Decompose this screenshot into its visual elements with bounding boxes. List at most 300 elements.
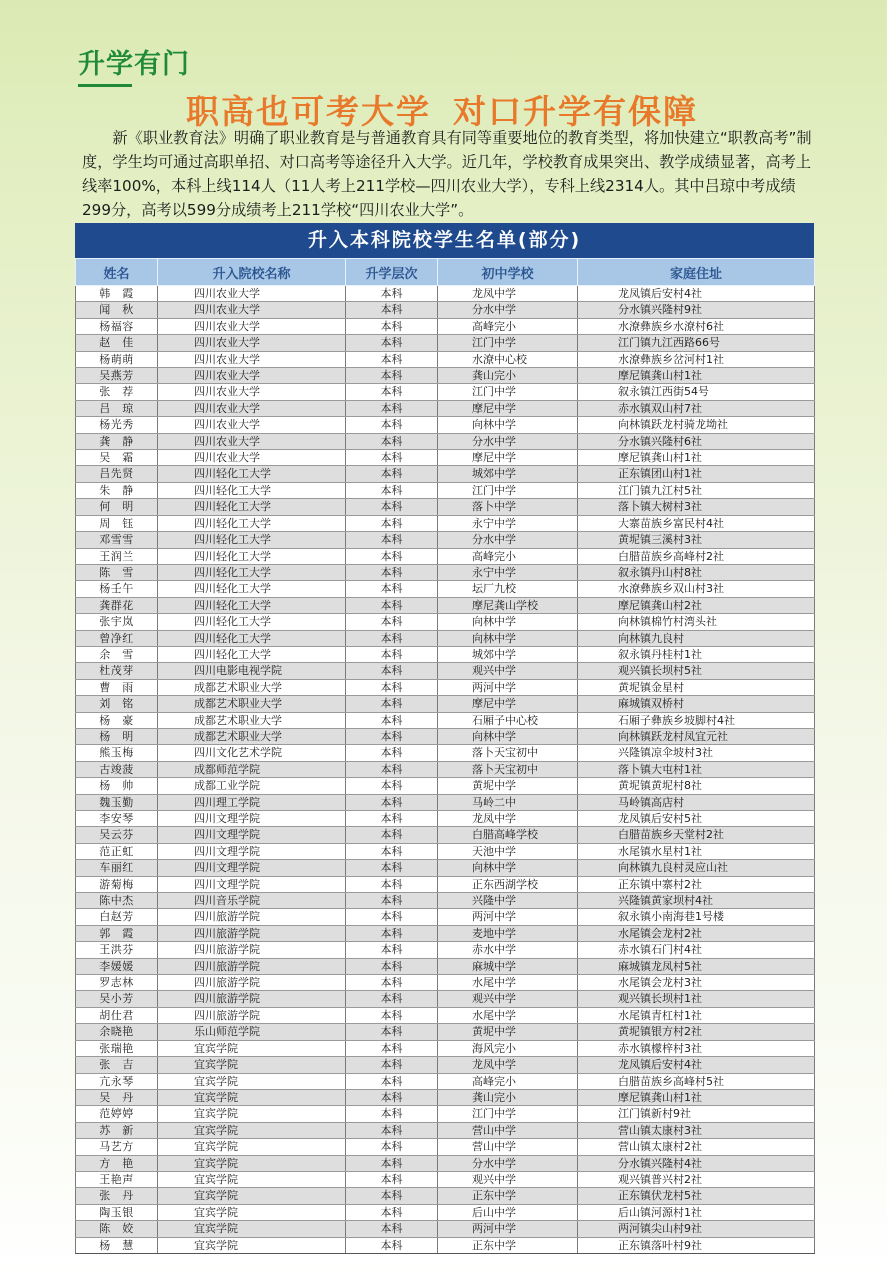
university-name-cell: 四川轻化工大学	[158, 482, 346, 498]
university-name-cell: 四川轻化工大学	[158, 581, 346, 597]
home-address-cell: 后山镇河源村1社	[578, 1204, 815, 1220]
home-address-cell: 黄坭镇银方村2社	[578, 1024, 815, 1040]
home-address-cell: 分水镇兴隆村6社	[578, 433, 815, 449]
middle-school-cell: 向林中学	[438, 860, 578, 876]
middle-school-cell: 江门中学	[438, 1106, 578, 1122]
table-row	[76, 1171, 815, 1187]
home-address-cell: 叙永镇江西街54号	[578, 384, 815, 400]
admission-level-cell: 本科	[346, 860, 438, 876]
table-row	[76, 909, 815, 925]
student-name-cell: 余 雪	[76, 646, 158, 662]
table-row	[76, 564, 815, 580]
table-row	[76, 1188, 815, 1204]
middle-school-cell: 营山中学	[438, 1122, 578, 1138]
middle-school-cell: 向林中学	[438, 614, 578, 630]
admission-level-cell: 本科	[346, 712, 438, 728]
middle-school-cell: 城郊中学	[438, 466, 578, 482]
home-address-cell: 麻城镇龙凤村5社	[578, 958, 815, 974]
university-name-cell: 成都艺术职业大学	[158, 696, 346, 712]
student-name-cell: 古竣菠	[76, 761, 158, 777]
table-row	[76, 532, 815, 548]
table-row	[76, 778, 815, 794]
university-name-cell: 四川轻化工大学	[158, 532, 346, 548]
table-row	[76, 1106, 815, 1122]
university-name-cell: 成都工业学院	[158, 778, 346, 794]
middle-school-cell: 观兴中学	[438, 1171, 578, 1187]
university-name-cell: 四川文理学院	[158, 827, 346, 843]
student-name-cell: 白赵芳	[76, 909, 158, 925]
table-row	[76, 417, 815, 433]
university-name-cell: 宜宾学院	[158, 1122, 346, 1138]
home-address-cell: 龙凤镇后安村4社	[578, 286, 815, 302]
university-name-cell: 四川农业大学	[158, 400, 346, 416]
admission-level-cell: 本科	[346, 827, 438, 843]
student-name-cell: 何 明	[76, 499, 158, 515]
admission-level-cell: 本科	[346, 1204, 438, 1220]
table-row	[76, 876, 815, 892]
table-title: 升入本科院校学生名单(部分)	[75, 223, 814, 258]
table-row	[76, 1024, 815, 1040]
home-address-cell: 水尾镇会龙村2社	[578, 925, 815, 941]
university-name-cell: 四川旅游学院	[158, 975, 346, 991]
table-row	[76, 1089, 815, 1105]
student-name-cell: 熊玉梅	[76, 745, 158, 761]
table-row	[76, 351, 815, 367]
admission-level-cell: 本科	[346, 597, 438, 613]
admission-level-cell: 本科	[346, 663, 438, 679]
admission-level-cell: 本科	[346, 1155, 438, 1171]
university-name-cell: 四川文化艺术学院	[158, 745, 346, 761]
university-name-cell: 四川农业大学	[158, 335, 346, 351]
middle-school-cell: 向林中学	[438, 417, 578, 433]
middle-school-cell: 高峰完小	[438, 548, 578, 564]
table-row	[76, 811, 815, 827]
student-name-cell: 杜茂芽	[76, 663, 158, 679]
university-name-cell: 四川文理学院	[158, 860, 346, 876]
table-row	[76, 630, 815, 646]
student-name-cell: 陈 雪	[76, 564, 158, 580]
student-name-cell: 范正虹	[76, 843, 158, 859]
column-header-name: 姓名	[76, 259, 158, 286]
home-address-cell: 黄坭镇三溪村3社	[578, 532, 815, 548]
column-header-university: 升入院校名称	[158, 259, 346, 286]
student-name-cell: 赵 佳	[76, 335, 158, 351]
middle-school-cell: 江门中学	[438, 482, 578, 498]
middle-school-cell: 分水中学	[438, 532, 578, 548]
student-name-cell: 马艺方	[76, 1139, 158, 1155]
university-name-cell: 四川农业大学	[158, 384, 346, 400]
student-name-cell: 王艳声	[76, 1171, 158, 1187]
home-address-cell: 营山镇太康村3社	[578, 1122, 815, 1138]
middle-school-cell: 天池中学	[438, 843, 578, 859]
university-name-cell: 四川轻化工大学	[158, 548, 346, 564]
table-row	[76, 499, 815, 515]
admission-level-cell: 本科	[346, 925, 438, 941]
student-name-cell: 韩 霞	[76, 286, 158, 302]
university-name-cell: 成都师范学院	[158, 761, 346, 777]
admission-level-cell: 本科	[346, 548, 438, 564]
student-name-cell: 苏 新	[76, 1122, 158, 1138]
admission-level-cell: 本科	[346, 745, 438, 761]
middle-school-cell: 永宁中学	[438, 515, 578, 531]
table-row	[76, 1237, 815, 1253]
home-address-cell: 两河镇尖山村9社	[578, 1221, 815, 1237]
middle-school-cell: 江门中学	[438, 335, 578, 351]
university-name-cell: 四川旅游学院	[158, 925, 346, 941]
admission-list-table	[75, 223, 814, 1254]
university-name-cell: 四川轻化工大学	[158, 515, 346, 531]
student-name-cell: 游菊梅	[76, 876, 158, 892]
university-name-cell: 四川轻化工大学	[158, 614, 346, 630]
admission-level-cell: 本科	[346, 482, 438, 498]
admission-level-cell: 本科	[346, 581, 438, 597]
middle-school-cell: 摩尼中学	[438, 400, 578, 416]
admission-level-cell: 本科	[346, 876, 438, 892]
middle-school-cell: 兴隆中学	[438, 893, 578, 909]
university-name-cell: 成都艺术职业大学	[158, 712, 346, 728]
table-row	[76, 696, 815, 712]
middle-school-cell: 后山中学	[438, 1204, 578, 1220]
middle-school-cell: 向林中学	[438, 630, 578, 646]
student-name-cell: 周 钰	[76, 515, 158, 531]
university-name-cell: 四川农业大学	[158, 351, 346, 367]
student-name-cell: 曾净红	[76, 630, 158, 646]
table-row	[76, 843, 815, 859]
admission-level-cell: 本科	[346, 843, 438, 859]
middle-school-cell: 摩尼中学	[438, 450, 578, 466]
table-row	[76, 368, 815, 384]
home-address-cell: 水尾镇会龙村3社	[578, 975, 815, 991]
student-name-cell: 吴 丹	[76, 1089, 158, 1105]
admission-level-cell: 本科	[346, 975, 438, 991]
table-row	[76, 384, 815, 400]
admission-level-cell: 本科	[346, 1122, 438, 1138]
admission-level-cell: 本科	[346, 1040, 438, 1056]
student-name-cell: 杨 帅	[76, 778, 158, 794]
home-address-cell: 分水镇兴隆村9社	[578, 302, 815, 318]
student-name-cell: 张瑞艳	[76, 1040, 158, 1056]
middle-school-cell: 高峰完小	[438, 1073, 578, 1089]
table-row	[76, 400, 815, 416]
table-row	[76, 1007, 815, 1023]
student-name-cell: 杨光秀	[76, 417, 158, 433]
university-name-cell: 四川旅游学院	[158, 909, 346, 925]
table-row	[76, 1204, 815, 1220]
student-name-cell: 亢永琴	[76, 1073, 158, 1089]
home-address-cell: 摩尼镇龚山村1社	[578, 1089, 815, 1105]
table-row	[76, 745, 815, 761]
middle-school-cell: 观兴中学	[438, 991, 578, 1007]
student-name-cell: 龚群花	[76, 597, 158, 613]
university-name-cell: 四川文理学院	[158, 843, 346, 859]
student-name-cell: 邓雪雪	[76, 532, 158, 548]
home-address-cell: 赤水镇石门村4社	[578, 942, 815, 958]
home-address-cell: 大寨苗族乡富民村4社	[578, 515, 815, 531]
table-body	[76, 286, 815, 1254]
middle-school-cell: 城郊中学	[438, 646, 578, 662]
middle-school-cell: 黄坭中学	[438, 778, 578, 794]
column-header-middle-school: 初中学校	[438, 259, 578, 286]
admission-level-cell: 本科	[346, 351, 438, 367]
table-row	[76, 302, 815, 318]
table-row	[76, 1155, 815, 1171]
middle-school-cell: 龙凤中学	[438, 1057, 578, 1073]
university-name-cell: 四川电影电视学院	[158, 663, 346, 679]
admission-level-cell: 本科	[346, 942, 438, 958]
home-address-cell: 分水镇兴隆村4社	[578, 1155, 815, 1171]
student-name-cell: 吴燕芳	[76, 368, 158, 384]
home-address-cell: 向林镇棉竹村湾头社	[578, 614, 815, 630]
admission-level-cell: 本科	[346, 564, 438, 580]
middle-school-cell: 观兴中学	[438, 663, 578, 679]
table-row	[76, 581, 815, 597]
home-address-cell: 观兴镇长坝村5社	[578, 663, 815, 679]
admission-level-cell: 本科	[346, 335, 438, 351]
university-name-cell: 四川农业大学	[158, 417, 346, 433]
middle-school-cell: 麻城中学	[438, 958, 578, 974]
middle-school-cell: 摩尼龚山学校	[438, 597, 578, 613]
student-name-cell: 张 吉	[76, 1057, 158, 1073]
home-address-cell: 营山镇太康村2社	[578, 1139, 815, 1155]
home-address-cell: 水潦彝族乡水潦村6社	[578, 318, 815, 334]
table-row	[76, 893, 815, 909]
student-name-cell: 张宇岚	[76, 614, 158, 630]
home-address-cell: 向林镇九良村	[578, 630, 815, 646]
university-name-cell: 四川旅游学院	[158, 958, 346, 974]
table-row	[76, 286, 815, 302]
university-name-cell: 四川农业大学	[158, 433, 346, 449]
university-name-cell: 宜宾学院	[158, 1204, 346, 1220]
middle-school-cell: 龚山完小	[438, 1089, 578, 1105]
student-name-cell: 陈中杰	[76, 893, 158, 909]
table-row	[76, 614, 815, 630]
student-name-cell: 龚 静	[76, 433, 158, 449]
admission-level-cell: 本科	[346, 679, 438, 695]
admission-level-cell: 本科	[346, 761, 438, 777]
university-name-cell: 四川文理学院	[158, 876, 346, 892]
middle-school-cell: 坛厂九校	[438, 581, 578, 597]
middle-school-cell: 水尾中学	[438, 1007, 578, 1023]
middle-school-cell: 分水中学	[438, 1155, 578, 1171]
middle-school-cell: 两河中学	[438, 1221, 578, 1237]
admission-level-cell: 本科	[346, 515, 438, 531]
student-name-cell: 吴 霜	[76, 450, 158, 466]
student-name-cell: 吕 琼	[76, 400, 158, 416]
middle-school-cell: 落卜天宝初中	[438, 761, 578, 777]
student-name-cell: 魏玉勤	[76, 794, 158, 810]
table-row	[76, 433, 815, 449]
middle-school-cell: 高峰完小	[438, 318, 578, 334]
table-row	[76, 794, 815, 810]
home-address-cell: 赤水镇双山村7社	[578, 400, 815, 416]
admission-level-cell: 本科	[346, 1106, 438, 1122]
middle-school-cell: 永宁中学	[438, 564, 578, 580]
table-row	[76, 925, 815, 941]
table-row	[76, 515, 815, 531]
section-title-underline	[78, 84, 132, 87]
admission-level-cell: 本科	[346, 811, 438, 827]
middle-school-cell: 正东中学	[438, 1237, 578, 1253]
middle-school-cell: 江门中学	[438, 384, 578, 400]
table-row	[76, 1057, 815, 1073]
home-address-cell: 水尾镇水星村1社	[578, 843, 815, 859]
university-name-cell: 四川轻化工大学	[158, 564, 346, 580]
admission-level-cell: 本科	[346, 1139, 438, 1155]
university-name-cell: 四川理工学院	[158, 794, 346, 810]
student-name-cell: 杨 慧	[76, 1237, 158, 1253]
university-name-cell: 四川农业大学	[158, 450, 346, 466]
middle-school-cell: 落卜天宝初中	[438, 745, 578, 761]
university-name-cell: 宜宾学院	[158, 1188, 346, 1204]
admission-level-cell: 本科	[346, 466, 438, 482]
admission-level-cell: 本科	[346, 400, 438, 416]
university-name-cell: 宜宾学院	[158, 1237, 346, 1253]
admission-level-cell: 本科	[346, 696, 438, 712]
student-name-cell: 杨福容	[76, 318, 158, 334]
university-name-cell: 四川音乐学院	[158, 893, 346, 909]
university-name-cell: 宜宾学院	[158, 1139, 346, 1155]
admission-level-cell: 本科	[346, 1024, 438, 1040]
headline-part-1: 职高也可考大学	[186, 92, 431, 131]
admission-level-cell: 本科	[346, 1057, 438, 1073]
university-name-cell: 四川农业大学	[158, 286, 346, 302]
home-address-cell: 麻城镇双桥村	[578, 696, 815, 712]
admission-level-cell: 本科	[346, 417, 438, 433]
university-name-cell: 四川轻化工大学	[158, 499, 346, 515]
student-name-cell: 车丽红	[76, 860, 158, 876]
table-row	[76, 646, 815, 662]
table-row	[76, 860, 815, 876]
student-name-cell: 杨壬午	[76, 581, 158, 597]
university-name-cell: 四川旅游学院	[158, 1007, 346, 1023]
home-address-cell: 向林镇跃龙村凤宜元社	[578, 728, 815, 744]
table-row	[76, 663, 815, 679]
home-address-cell: 白腊苗族乡天堂村2社	[578, 827, 815, 843]
student-name-cell: 陈 姣	[76, 1221, 158, 1237]
home-address-cell: 摩尼镇龚山村1社	[578, 450, 815, 466]
student-name-cell: 王润兰	[76, 548, 158, 564]
student-name-cell: 吴云芬	[76, 827, 158, 843]
middle-school-cell: 白腊高峰学校	[438, 827, 578, 843]
middle-school-cell: 水尾中学	[438, 975, 578, 991]
admission-level-cell: 本科	[346, 450, 438, 466]
table-row	[76, 335, 815, 351]
table-row	[76, 728, 815, 744]
table-row	[76, 761, 815, 777]
middle-school-cell: 水潦中心校	[438, 351, 578, 367]
home-address-cell: 兴隆镇黄家坝村4社	[578, 893, 815, 909]
table-row	[76, 942, 815, 958]
table-row	[76, 450, 815, 466]
table-row	[76, 1122, 815, 1138]
middle-school-cell: 落卜中学	[438, 499, 578, 515]
middle-school-cell: 麦地中学	[438, 925, 578, 941]
student-name-cell: 范婷婷	[76, 1106, 158, 1122]
table-row	[76, 827, 815, 843]
admission-level-cell: 本科	[346, 1089, 438, 1105]
student-name-cell: 陶玉银	[76, 1204, 158, 1220]
home-address-cell: 观兴镇长坝村1社	[578, 991, 815, 1007]
student-name-cell: 胡仕君	[76, 1007, 158, 1023]
home-address-cell: 观兴镇普兴村2社	[578, 1171, 815, 1187]
university-name-cell: 宜宾学院	[158, 1057, 346, 1073]
student-name-cell: 郭 霞	[76, 925, 158, 941]
admission-level-cell: 本科	[346, 433, 438, 449]
table-row	[76, 318, 815, 334]
home-address-cell: 向林镇九良村灵应山社	[578, 860, 815, 876]
home-address-cell: 白腊苗族乡高峰村2社	[578, 548, 815, 564]
university-name-cell: 四川轻化工大学	[158, 646, 346, 662]
intro-paragraph: 新《职业教育法》明确了职业教育是与普通教育具有同等重要地位的教育类型，将加快建立“职教高考”制度，学生均可通过高职单招、对口高考等途径升入大学。近几年，学校教育成果突出、教学成绩显著，高考上线率100%，本科上线114人（11人考上211学校—四川农业大学），专科上线2314人。其中吕琼中考成绩299分，高考以599分成绩考上211学校“四川农业大学”。	[82, 129, 812, 219]
student-name-cell: 杨萌萌	[76, 351, 158, 367]
university-name-cell: 宜宾学院	[158, 1155, 346, 1171]
middle-school-cell: 分水中学	[438, 433, 578, 449]
university-name-cell: 四川轻化工大学	[158, 597, 346, 613]
middle-school-cell: 正东西湖学校	[438, 876, 578, 892]
admission-level-cell: 本科	[346, 1237, 438, 1253]
home-address-cell: 黄坭镇黄坭村8社	[578, 778, 815, 794]
home-address-cell: 向林镇跃龙村骑龙坳社	[578, 417, 815, 433]
university-name-cell: 成都艺术职业大学	[158, 679, 346, 695]
student-name-cell: 李媛媛	[76, 958, 158, 974]
middle-school-cell: 石厢子中心校	[438, 712, 578, 728]
student-name-cell: 张 丹	[76, 1188, 158, 1204]
column-header-address: 家庭住址	[578, 259, 815, 286]
middle-school-cell: 两河中学	[438, 679, 578, 695]
middle-school-cell: 海风完小	[438, 1040, 578, 1056]
home-address-cell: 正东镇中寨村2社	[578, 876, 815, 892]
student-name-cell: 闻 秋	[76, 302, 158, 318]
home-address-cell: 落卜镇大屯村1社	[578, 761, 815, 777]
middle-school-cell: 龙凤中学	[438, 286, 578, 302]
middle-school-cell: 分水中学	[438, 302, 578, 318]
home-address-cell: 兴隆镇凉伞坡村3社	[578, 745, 815, 761]
student-name-cell: 方 艳	[76, 1155, 158, 1171]
home-address-cell: 江门镇九江西路66号	[578, 335, 815, 351]
section-title: 升学有门	[78, 49, 190, 80]
student-name-cell: 吕先贤	[76, 466, 158, 482]
home-address-cell: 水潦彝族乡岔河村1社	[578, 351, 815, 367]
student-name-cell: 余晓艳	[76, 1024, 158, 1040]
home-address-cell: 叙永镇丹桂村1社	[578, 646, 815, 662]
table-row	[76, 1221, 815, 1237]
admission-level-cell: 本科	[346, 630, 438, 646]
home-address-cell: 黄坭镇金星村	[578, 679, 815, 695]
headline-part-2: 对口升学有保障	[453, 92, 698, 131]
table-row	[76, 679, 815, 695]
admission-level-cell: 本科	[346, 318, 438, 334]
table-row	[76, 1139, 815, 1155]
table-row	[76, 1040, 815, 1056]
admission-level-cell: 本科	[346, 1171, 438, 1187]
middle-school-cell: 马岭二中	[438, 794, 578, 810]
admission-level-cell: 本科	[346, 1188, 438, 1204]
university-name-cell: 成都艺术职业大学	[158, 728, 346, 744]
middle-school-cell: 向林中学	[438, 728, 578, 744]
student-name-cell: 王洪芬	[76, 942, 158, 958]
table-row	[76, 958, 815, 974]
admission-level-cell: 本科	[346, 1221, 438, 1237]
table-row	[76, 991, 815, 1007]
university-name-cell: 四川轻化工大学	[158, 630, 346, 646]
admission-level-cell: 本科	[346, 384, 438, 400]
admission-level-cell: 本科	[346, 1007, 438, 1023]
home-address-cell: 龙凤镇后安村4社	[578, 1057, 815, 1073]
middle-school-cell: 两河中学	[438, 909, 578, 925]
table-row	[76, 1073, 815, 1089]
home-address-cell: 正东镇团山村1社	[578, 466, 815, 482]
admission-level-cell: 本科	[346, 614, 438, 630]
